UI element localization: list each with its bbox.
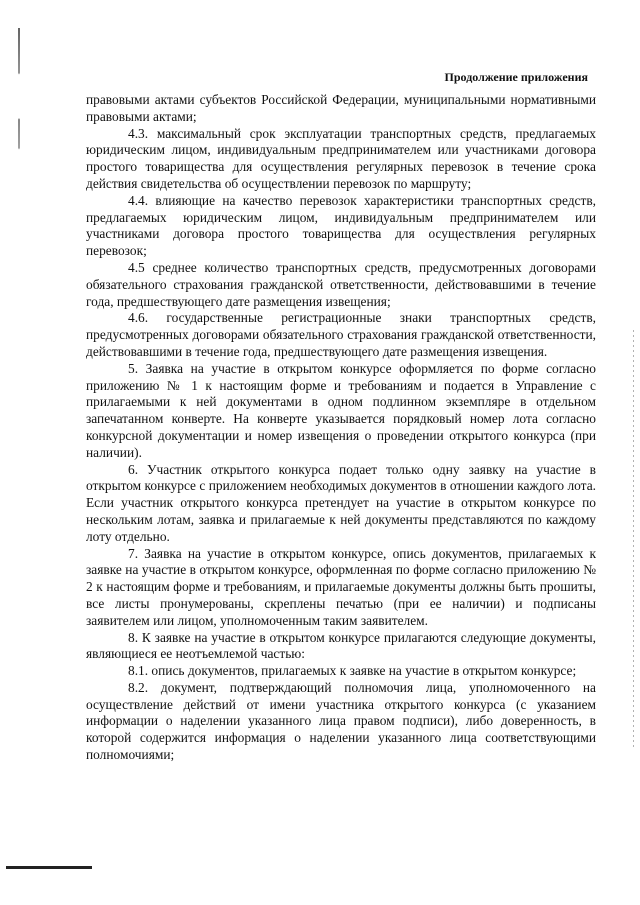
paragraph: 4.5 среднее количество транспортных средств, предусмотренных договорами обязательного страхования гражданской ответственности, действовавшими в течение года, предшествующего дате размещения извещения; — [86, 259, 596, 309]
scan-artifact — [18, 28, 20, 178]
paragraph: 6. Участник открытого конкурса подает только одну заявку на участие в открытом конкурсе с приложением необходимых документов в отношении каждого лота. Если участник открытого конкурса претендует на участие в открытом конкурсе по нескольким лотам, заявка и прилагаемые к ней документы представляются по каждому лоту отдельно. — [86, 461, 596, 544]
paragraph: 5. Заявка на участие в открытом конкурсе оформляется по форме согласно приложению № 1 к настоящим форме и требованиям и подается в Управление с прилагаемыми к ней документами в одном подлинном экземпляре в отдельном запечатанном конверте. На конверте указывается порядковый номер лота согласно конкурсной документации и номер извещения о проведении открытого конкурса (при наличии). — [86, 360, 596, 460]
scan-artifact — [6, 866, 92, 869]
paragraph: 8. К заявке на участие в открытом конкурсе прилагаются следующие документы, являющиеся ее неотъемлемой частью: — [86, 629, 596, 662]
paragraph: 4.4. влияющие на качество перевозок характеристики транспортных средств, предлагаемых юридическим лицом, индивидуальным предпринимателем или участниками договора простого товарищества для осуществления регулярных перевозок; — [86, 192, 596, 259]
paragraph: 8.1. опись документов, прилагаемых к заявке на участие в открытом конкурсе; — [128, 663, 577, 679]
paragraph: 4.3. максимальный срок эксплуатации транспортных средств, предлагаемых юридическим лицом, индивидуальным предпринимателем или участниками договора простого товарищества для осуществления регулярных перевозок в течение срока действия свидетельства об осуществлении перевозок по маршруту; — [86, 125, 596, 191]
paragraph: 7. Заявка на участие в открытом конкурсе, опись документов, прилагаемых к заявке на участие в открытом конкурсе, оформленная по форме согласно приложению № 2 к настоящим форме и требованиям, и прилагаемые документы должны быть прошиты, все листы пронумерованы, скреплены печатью (при ее наличии) и подписаны заявителем или лицом, уполномоченным таким заявителем. — [86, 545, 596, 628]
paragraph: правовыми актами субъектов Российской Федерации, муниципальными нормативными правовыми актами; — [86, 92, 596, 124]
page-header: Продолжение приложения — [444, 70, 588, 84]
document-body — [86, 92, 596, 764]
paragraph: 4.6. государственные регистрационные знаки транспортных средств, предусмотренных договорами обязательного страхования гражданской ответственности, действовавшими в течение года, предшествующего дате размещения извещения. — [86, 310, 596, 359]
paragraph: 8.2. документ, подтверждающий полномочия лица, уполномоченного на осуществление действий от имени участника открытого конкурса (с указанием информации о наделении указанного лица правом подписи), либо доверенность, в которой содержится информация о наделении указанного лица соответствующими полномочиями; — [86, 679, 596, 763]
scan-artifact — [633, 330, 634, 750]
